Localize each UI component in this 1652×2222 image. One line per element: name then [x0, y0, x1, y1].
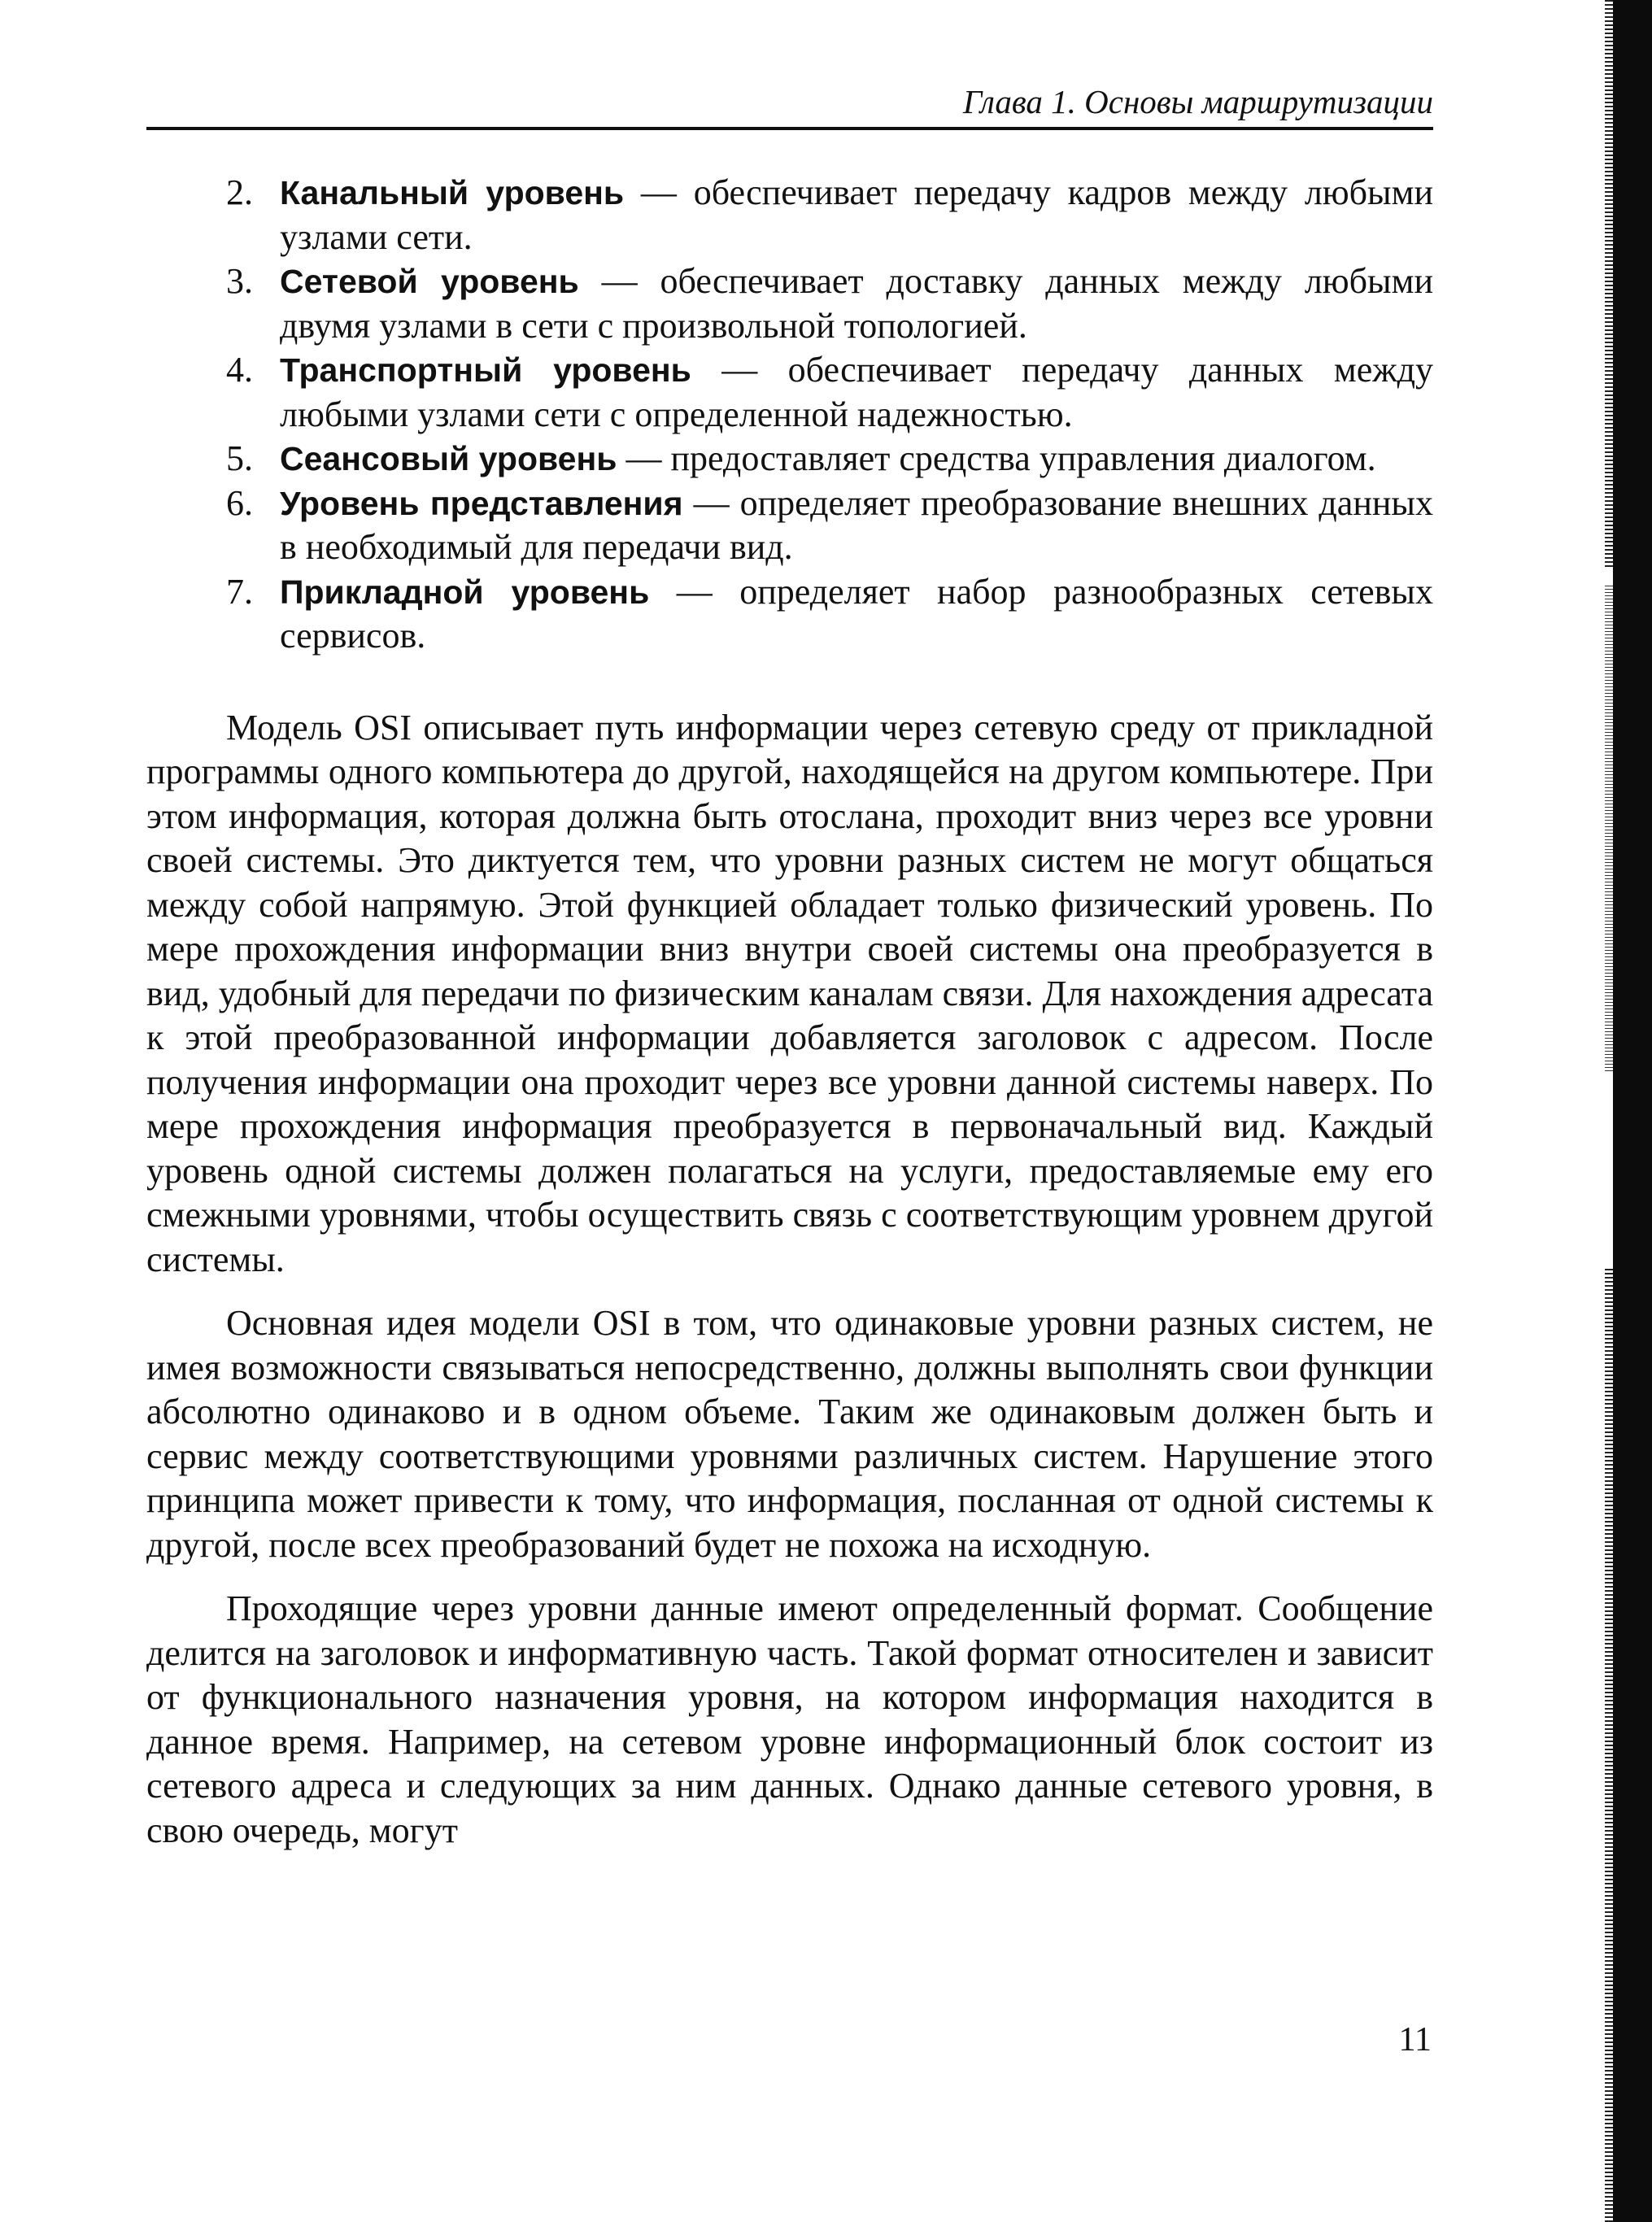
- list-item: [146, 570, 1433, 659]
- list-term: Прикладной уровень: [280, 573, 650, 611]
- list-text: — предоставляет средства управления диалогом.: [617, 438, 1376, 478]
- list-text: — обеспечивает доставку данных между любыми двумя узлами в сети с произвольной топологией.: [280, 261, 1433, 346]
- list-term: Канальный уровень: [280, 174, 625, 211]
- list-item: [146, 259, 1433, 348]
- list-item: [146, 481, 1433, 570]
- list-term: Транспортный уровень: [280, 351, 691, 389]
- list-term: Сетевой уровень: [280, 263, 579, 300]
- body-paragraph: Проходящие через уровни данные имеют определенный формат. Сообщение делится на заголовок и информативную часть. Такой формат относителен и зависит от функционального назначения уровня, на котором информация находится в данное время. Например, на сетевом уровне информационный блок состоит из сетевого адреса и следующих за ним данных. Однако данные сетевого уровня, в свою очередь, могут: [146, 1588, 1433, 1850]
- scan-edge-stripe: [1605, 586, 1613, 1074]
- list-item: [146, 348, 1433, 437]
- body-paragraph: Модель OSI описывает путь информации через сетевую среду от прикладной программы одного компьютера до другой, находящейся на другом компьютере. При этом информация, которая должна быть отослана, проходит вниз через все уровни своей системы. Это диктуется тем, что уровни разных систем не могут общаться между собой напрямую. Этой функцией обладает только физический уровень. По мере прохождения информации вниз внутри своей системы она преобразуется в вид, удобный для передачи по физическим каналам связи. Для нахождения адресата к этой преобразованной информации добавляется заголовок с адресом. После получения информации она проходит через все уровни данной системы наверх. По мере прохождения информация преобразуется в первоначальный вид. Каждый уровень одной системы должен полагаться на услуги, предоставляемые ему его смежными уровнями, чтобы осуществить связь с соответствующим уровнем другой системы.: [146, 707, 1433, 1279]
- list-number: 3.: [226, 261, 253, 301]
- list-item: [146, 171, 1433, 259]
- list-number: 4.: [226, 350, 253, 390]
- list-number: 2.: [226, 172, 253, 212]
- list-text: — определяет набор разнообразных сетевых сервисов.: [280, 571, 1433, 656]
- page-number: 11: [1398, 2021, 1432, 2059]
- scan-dark-border: [1613, 0, 1652, 2222]
- list-text: — обеспечивает передачу кадров между любыми узлами сети.: [280, 172, 1434, 257]
- list-text: — обеспечивает передачу данных между любыми узлами сети с определенной надежностью.: [280, 350, 1434, 434]
- osi-levels-list: [146, 171, 1433, 659]
- list-term: Уровень представления: [280, 484, 683, 522]
- list-number: 5.: [226, 438, 253, 478]
- scan-page-edge: [1583, 0, 1652, 2222]
- list-number: 6.: [226, 482, 253, 523]
- running-head: Глава 1. Основы маршрутизации: [962, 83, 1433, 120]
- list-number: 7.: [226, 571, 253, 612]
- page-header: [146, 76, 1433, 130]
- body-paragraph: Основная идея модели OSI в том, что одинаковые уровни разных систем, не имея возможности связываться непосредственно, должны выполнять свои функции абсолютно одинаково и в одном объеме. Таким же одинаковым должен быть и сервис между соответствующими уровнями различных систем. Нарушение этого принципа может привести к тому, что информация, посланная от одной системы к другой, после всех преобразований будет не похожа на исходную.: [146, 1303, 1433, 1565]
- scan-edge-stripe: [1605, 0, 1613, 569]
- list-text: — определяет преобразование внешних данных в необходимый для передачи вид.: [280, 482, 1433, 567]
- page-content: [146, 171, 1433, 1853]
- list-item: [146, 437, 1433, 481]
- list-term: Сеансовый уровень: [280, 440, 617, 477]
- scan-edge-stripe: [1605, 1269, 1613, 2222]
